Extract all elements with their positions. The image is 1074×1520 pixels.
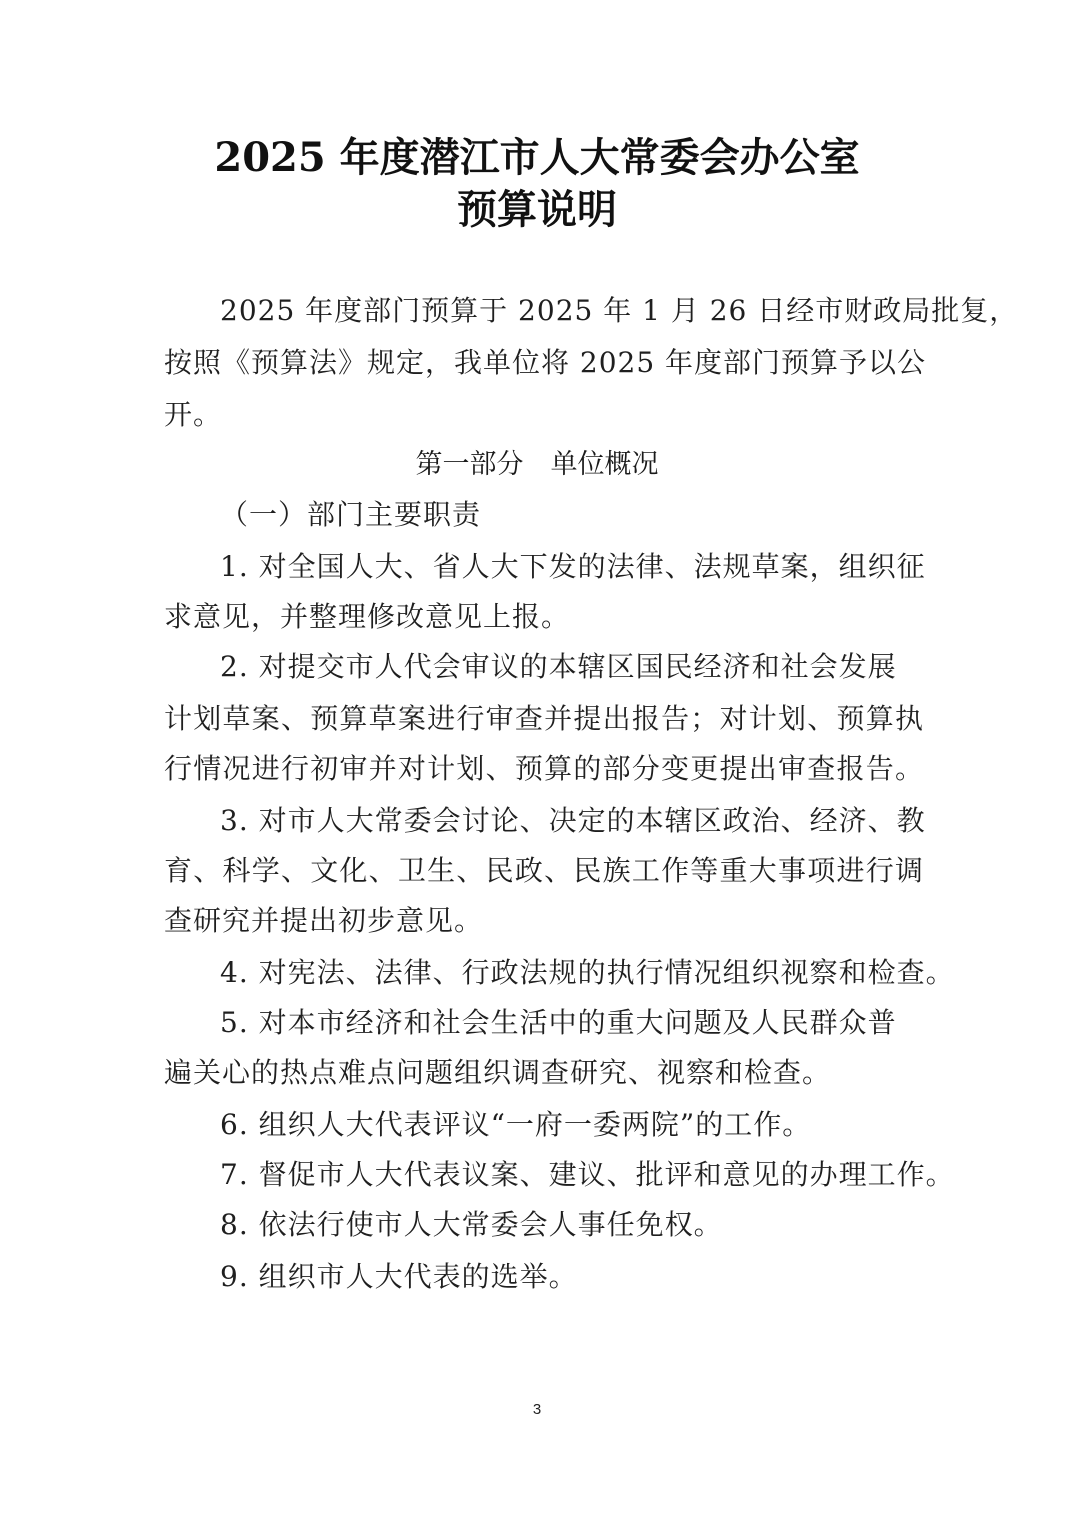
duty-3-line-2: 育、科学、文化、卫生、民政、民族工作等重大事项进行调 [164, 854, 924, 887]
document-title-line2: 预算说明 [457, 186, 617, 233]
subsection-heading: （一）部门主要职责 [220, 498, 482, 531]
duty-1-line-2: 求意见，并整理修改意见上报。 [164, 600, 571, 633]
duty-7-line-1: 7. 督促市人大代表议案、建议、批评和意见的办理工作。 [220, 1158, 955, 1191]
duty-1-line-1: 1. 对全国人大、省人大下发的法律、法规草案，组织征 [220, 550, 926, 583]
duty-2-line-1: 2. 对提交市人代会审议的本辖区国民经济和社会发展 [220, 650, 897, 683]
duty-4-line-1: 4. 对宪法、法律、行政法规的执行情况组织视察和检查。 [220, 956, 955, 989]
intro-line-2: 按照《预算法》规定，我单位将 2025 年度部门预算予以公 [164, 346, 927, 379]
duty-3-line-3: 查研究并提出初步意见。 [164, 904, 484, 937]
duty-8-line-1: 8. 依法行使市人大常委会人事任免权。 [220, 1208, 723, 1241]
duty-3-line-1: 3. 对市人大常委会讨论、决定的本辖区政治、经济、教 [220, 804, 926, 837]
duty-6-line-1: 6. 组织人大代表评议“一府一委两院”的工作。 [220, 1108, 812, 1141]
duty-5-line-1: 5. 对本市经济和社会生活中的重大问题及人民群众普 [220, 1006, 897, 1039]
duty-2-line-3: 行情况进行初审并对计划、预算的部分变更提出审查报告。 [164, 752, 924, 785]
duty-9-line-1: 9. 组织市人大代表的选举。 [220, 1260, 578, 1293]
document-title: 2025 年度潜江市人大常委会办公室 [214, 134, 860, 181]
page-number: 3 [532, 1401, 542, 1418]
duty-2-line-2: 计划草案、预算草案进行审查并提出报告；对计划、预算执 [164, 702, 924, 735]
intro-line-3: 开。 [164, 398, 223, 431]
intro-line-1: 2025 年度部门预算于 2025 年 1 月 26 日经市财政局批复， [220, 294, 1019, 327]
duty-5-line-2: 遍关心的热点难点问题组织调查研究、视察和检查。 [164, 1056, 832, 1089]
section-heading: 第一部分 单位概况 [415, 449, 659, 480]
